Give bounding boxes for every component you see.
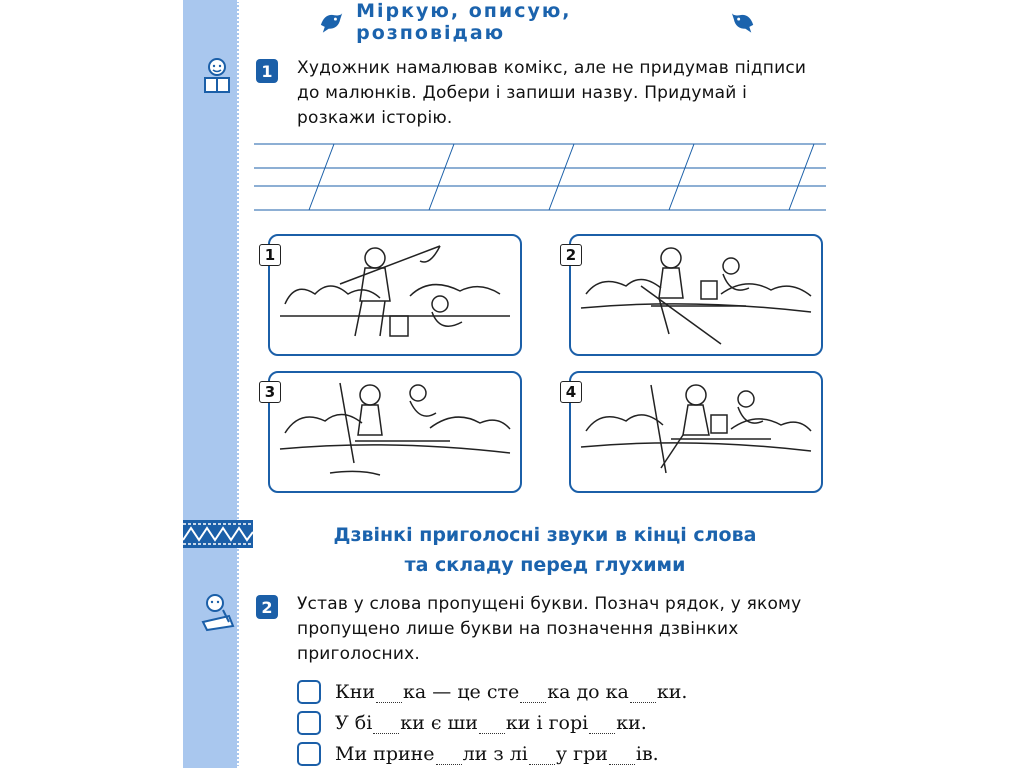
bird-icon [728,7,757,37]
blank-slot[interactable] [609,746,635,765]
text-fragment: ки. [616,712,647,734]
option-text [335,712,647,734]
text-fragment: ка — це сте [403,681,520,703]
answer-option[interactable] [297,680,687,704]
text-fragment: У бі [335,712,373,734]
text-fragment: Кни [335,681,376,703]
task-instruction: Устав у слова пропущені букви. Познач рядок, у якому пропущено лише букви на позначення дзвінких приголосних. [297,594,802,664]
comic-panel [264,234,522,356]
ornament-band [183,520,253,548]
text-fragment: ів. [635,743,659,765]
answer-checkbox[interactable] [297,742,321,766]
blank-slot[interactable] [630,684,656,703]
answer-checkbox[interactable] [297,680,321,704]
panel-number: 2 [560,244,582,266]
blank-slot[interactable] [589,715,615,734]
fishing-boy-illustration [571,373,821,491]
section-title-line2: та складу перед глухими [404,554,686,576]
comic-panel [264,371,522,493]
panel-number: 3 [259,381,281,403]
text-fragment: ки і горі [505,712,589,734]
blank-slot[interactable] [373,715,399,734]
section-title [285,520,805,580]
blank-slot[interactable] [520,684,546,703]
panel-number: 1 [259,244,281,266]
option-text [335,681,687,703]
comic-panel [565,234,823,356]
comic-panel [565,371,823,493]
header-title: Міркую, описую, розповідаю [356,0,572,44]
fishing-boy-illustration [571,236,821,354]
fishing-boy-illustration [270,373,520,491]
blank-slot[interactable] [529,746,555,765]
answer-option[interactable] [297,742,659,766]
option-text [335,743,659,765]
text-fragment: ли з лі [462,743,528,765]
blank-slot[interactable] [436,746,462,765]
writing-lines [254,140,826,216]
fishing-boy-illustration [270,236,520,354]
blank-slot[interactable] [376,684,402,703]
margin-strip [183,0,239,768]
task-number: 2 [256,595,278,619]
text-fragment: Ми прине [335,743,435,765]
answer-checkbox[interactable] [297,711,321,735]
task-number: 1 [256,59,278,83]
text-fragment: ка до ка [547,681,629,703]
section-title-line1: Дзвінкі приголосні звуки в кінці слова [333,524,757,546]
bird-icon [317,7,346,37]
reading-child-icon [199,56,235,96]
blank-slot[interactable] [479,715,505,734]
writing-child-icon [199,592,235,632]
text-fragment: ки. [656,681,688,703]
answer-option[interactable] [297,711,647,735]
task-instruction: Художник намалював комікс, але не придумав підписи до малюнків. Добери і запиши назву. Придумай і розкажи історію. [297,58,807,128]
section-header [317,0,757,44]
text-fragment: у гри [555,743,608,765]
text-fragment: ки є ши [400,712,478,734]
panel-number: 4 [560,381,582,403]
